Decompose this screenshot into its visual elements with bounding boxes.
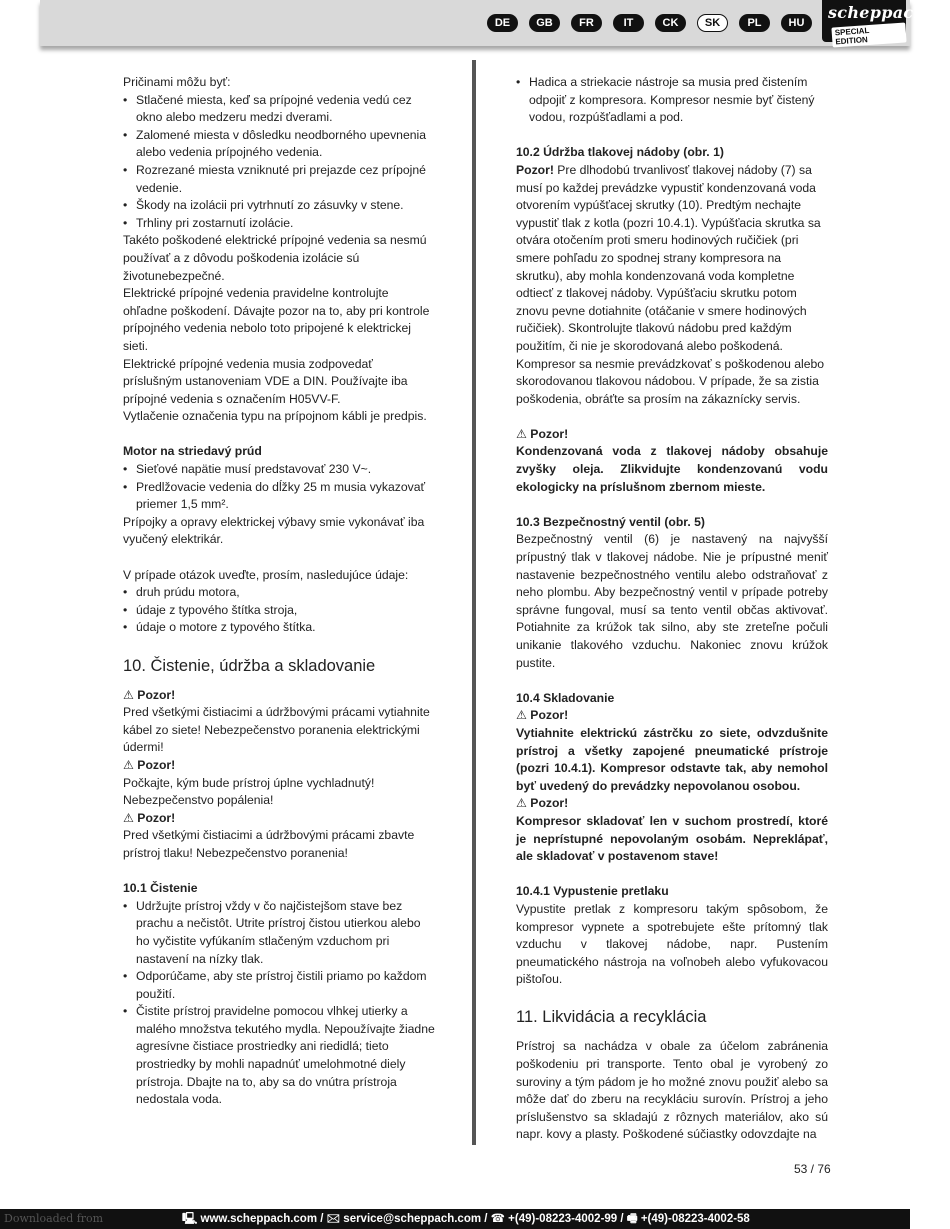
column-divider (472, 60, 476, 1145)
paragraph: Pričinami môžu byť: (123, 75, 231, 89)
list-item: • údaje z typového štítka stroja, (123, 602, 435, 620)
lang-tab-pl[interactable]: PL (739, 14, 770, 32)
lang-tab-sk[interactable]: SK (697, 14, 728, 32)
list-item: • údaje o motore z typového štítka. (123, 619, 435, 637)
paragraph: Elektrické prípojné vedenia pravidelne kontrolujte ohľadne poškodení. Dávajte pozor na to, aby pri kontrole prípojného vedenia nebolo toto pripojené k elektrickej sieti. (123, 286, 430, 353)
warning-label: ⚠ Pozor! (516, 796, 569, 811)
lang-tab-fr[interactable]: FR (571, 14, 602, 32)
info-list (123, 584, 435, 637)
brand-logo (822, 0, 926, 47)
list-item: • Zalomené miesta v dôsledku neodborného upevnenia alebo vedenia prípojného vedenia. (123, 127, 435, 162)
paragraph: Vytlačenie označenia typu na prípojnom kábli je predpis. (123, 409, 427, 424)
list-item: • Hadica a striekacie nástroje sa musia pred čistením odpojiť z kompresora. Kompresor nesmie byť čistený vodou, rozpúšťadlami a pod. (516, 74, 828, 127)
page-header (40, 0, 926, 47)
warning-text: Pred všetkými čistiacimi a údržbovými prácami vytiahnite kábel zo siete! Nebezpečenstvo poranenia elektrickými údermi! (123, 705, 430, 755)
page-footer (0, 1209, 910, 1229)
warning-text: Kondenzovaná voda z tlakovej nádoby obsahuje zvyšky oleja. Zlikvidujte kondenzovanú vodu ekologicky na príslušnom zbernom mieste. (516, 444, 828, 494)
paragraph: Vypustite pretlak z kompresoru takým spôsobom, že kompresor vypnete a spotrebujete ešte prítomný tlak vzduchu v tlakovej nádobe, napr. Pustením pneumatického nástroja na voľnobeh alebo vyfukovacou pištoľou. (516, 901, 828, 987)
paragraph-text: Pre dlhodobú trvanlivosť tlakovej nádoby (7) sa musí po každej prevádzke vypustiť kondenzovaná voda otvorením vypúšťacej skrutky (10). Predtým nechajte vypustiť tlak z kotla (pozri 10.4.1). Vypúšťacia skrutka sa otvára otočením proti smeru hodinových ručičiek (pri smere pohľadu zo spodnej strany kompresora na skrutku), aby mohla kondenzovaná voda kompletne odtiecť z tlakovej nádoby. Vypúšťaciu skrutku potom znovu pevne dotiahnite (otáčanie v smere hodinových ručičiek). Skontrolujte tlakovú nádobu pred každým použitím, či nie je skorodovaná alebo poškodená. Kompresor sa nesmie prevádzkovať s poškodenou alebo skorodovanou tlakovou nádobou. V prípade, že sa zistia poškodenia, obráťte sa prosím na zákaznícky servis. (516, 162, 825, 406)
motor-heading: Motor na striedavý prúd (123, 444, 262, 459)
subsection-heading-10-4-1: 10.4.1 Vypustenie pretlaku (516, 884, 669, 899)
hose-list (516, 74, 828, 127)
subsection-heading-10-3: 10.3 Bezpečnostný ventil (obr. 5) (516, 514, 705, 529)
section-heading-10: 10. Čistenie, údržba a skladovanie (123, 656, 376, 675)
list-item: • druh prúdu motora, (123, 584, 435, 602)
list-item: • Sieťové napätie musí predstavovať 230 V~. (123, 461, 435, 479)
list-item: • Čistite prístroj pravidelne pomocou vlhkej utierky a malého množstva tekutého mydla. Nepoužívajte žiadne agresívne čistiace prostriedky ani riedidlá; tieto prostriedky by mohli napadnúť umelohmotné diely prístroja. Dbajte na to, aby sa do vnútra prístroja nedostala voda. (123, 1003, 435, 1109)
language-tabs (487, 14, 812, 32)
cleaning-list (123, 898, 435, 1109)
lang-tab-hu[interactable]: HU (781, 14, 812, 32)
lang-tab-de[interactable]: DE (487, 14, 518, 32)
paragraph: V prípade otázok uveďte, prosím, nasledujúce údaje: (123, 567, 409, 582)
warning-text: Pred všetkými čistiacimi a údržbovými prácami zbavte prístroj tlaku! Nebezpečenstvo poranenia! (123, 828, 415, 860)
list-item: • Odporúčame, aby ste prístroj čistili priamo po každom použití. (123, 968, 435, 1003)
warning-label: ⚠ Pozor! (123, 810, 176, 825)
subsection-heading-10-4: 10.4 Skladovanie (516, 690, 615, 705)
paragraph: Takéto poškodené elektrické prípojné vedenia sa nesmú používať a z dôvodu poškodenia izolácie sú životunebezpečné. (123, 233, 427, 283)
paragraph: Elektrické prípojné vedenia musia zodpovedať príslušným ustanoveniam VDE a DIN. Používajte iba prípojné vedenia s označením H05VV-F. (123, 356, 408, 406)
contact-info[interactable]: 🖳 www.scheppach.com / 🖂 service@scheppach.com / ☎ +(49)-08223-4002-99 / 🖷 +(49)-08223-4002-58 (182, 1213, 750, 1225)
section-heading-11: 11. Likvidácia a recyklácia (516, 1008, 707, 1027)
warning-label: ⚠ Pozor! (123, 757, 176, 772)
lang-tab-gb[interactable]: GB (529, 14, 560, 32)
list-item: • Rozrezané miesta vzniknuté pri prejazde cez prípojné vedenie. (123, 162, 435, 197)
paragraph: Prístroj sa nachádza v obale za účelom zabránenia poškodeniu pri transporte. Tento obal je vyrobený zo suroviny a tým pádom je ho možné znovu použiť alebo sa môže dať do zberu na recykláciu surovín. Prístroj a jeho príslušenstvo sa skladajú z rôznych materiálov, ako sú napr. kovy a plasty. Poškodené súčiastky odovzdajte na (516, 1039, 828, 1142)
warning-text: Kompresor skladovať len v suchom prostredí, ktoré je neprístupné nepovolaným osobám. Nepreklápať, ale skladovať v postavenom stave! (516, 813, 828, 864)
list-item: • Škody na izolácii pri vytrhnutí zo zásuvky v stene. (123, 197, 435, 215)
paragraph (516, 162, 828, 408)
paragraph: Bezpečnostný ventil (6) je nastavený na najvyšší prípustný tlak v tlakovej nádobe. Nie je prípustné meniť nastavenie bezpečnostného ventilu alebo odstraňovať z neho plombu. Aby bezpečnostný ventil v prípade potreby správne fungoval, musí sa tento ventil občas aktivovať. Potiahnite za krúžok tak silno, aby ste zreteľne počuli unikanie tlakového vzduchu. Nakoniec znovu krúžok pustite. (516, 532, 828, 670)
list-item: • Predlžovacie vedenia do dĺžky 25 m musia vykazovať priemer 1,5 mm². (123, 479, 435, 514)
right-column (516, 74, 828, 1144)
lang-tab-ck[interactable]: CK (655, 14, 686, 32)
list-item: • Stlačené miesta, keď sa prípojné vedenia vedú cez okno alebo medzeru medzi dverami. (123, 92, 435, 127)
pozor-lead: Pozor! (516, 162, 554, 177)
downloaded-from: Downloaded from (4, 1212, 104, 1225)
warning-label: ⚠ Pozor! (516, 708, 569, 723)
warning-label: ⚠ Pozor! (516, 426, 569, 441)
list-item: • Udržujte prístroj vždy v čo najčistejšom stave bez prachu a nečistôt. Utrite prístroj čistou utierkou alebo ho vyčistite vyfúkaním stlačeným vzduchom pri nastavení na nízky tlak. (123, 898, 435, 968)
paragraph: Prípojky a opravy elektrickej výbavy smie vykonávať iba vyučený elektrikár. (123, 514, 425, 547)
subsection-heading-10-2: 10.2 Údržba tlakovej nádoby (obr. 1) (516, 145, 724, 160)
warning-text: Vytiahnite elektrickú zástrčku zo siete, odvzdušnite prístroj a všetky zapojené pneumatické prístroje (pozri 10.4.1). Kompresor odstavte tak, aby nemohol byť uvedený do prevádzky nepovolanou osobou. (516, 725, 828, 793)
warning-label: ⚠ Pozor! (123, 687, 176, 702)
warning-text: Počkajte, kým bude prístroj úplne vychladnutý! Nebezpečenstvo popálenia! (123, 775, 375, 808)
logo-brand: scheppach (828, 3, 926, 22)
motor-list (123, 461, 435, 514)
lang-tab-it[interactable]: IT (613, 14, 644, 32)
list-item: • Trhliny pri zostarnutí izolácie. (123, 215, 435, 233)
subsection-heading-10-1: 10.1 Čistenie (123, 881, 198, 896)
left-column (123, 74, 435, 1109)
causes-list (123, 92, 435, 233)
page-number: 53 / 76 (794, 1162, 831, 1176)
logo-edition: SPECIAL EDITION (831, 22, 906, 47)
